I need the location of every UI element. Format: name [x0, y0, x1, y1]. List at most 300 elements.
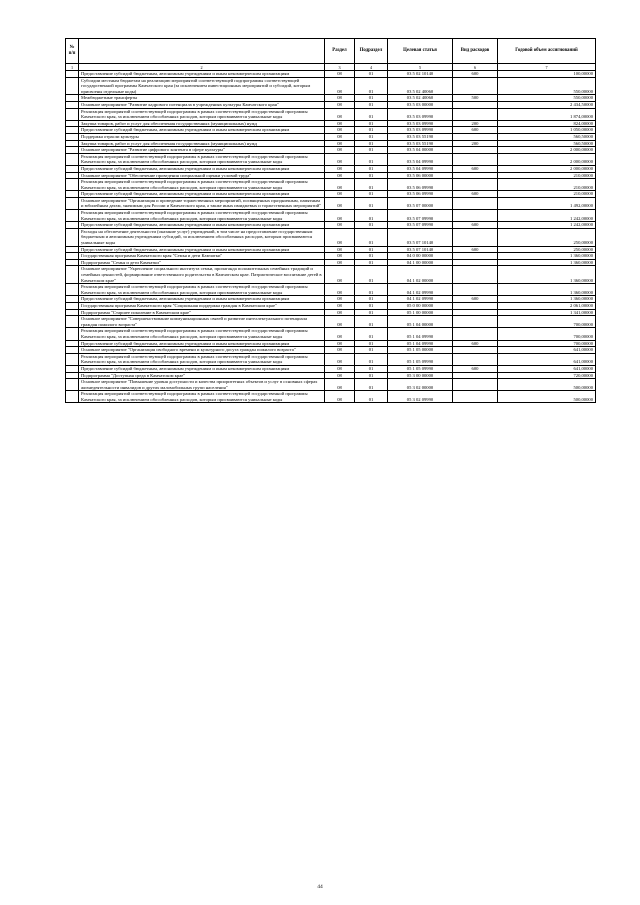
row-razdel-cell: 08	[325, 284, 355, 296]
row-razdel-cell: 08	[325, 302, 355, 309]
row-podrazdel-cell: 01	[355, 147, 388, 154]
row-podrazdel-cell: 01	[355, 133, 388, 140]
budget-table	[65, 38, 596, 403]
row-num-cell	[66, 108, 79, 120]
row-num-cell	[66, 197, 79, 209]
row-num-cell	[66, 328, 79, 340]
row-podrazdel-cell: 01	[355, 179, 388, 191]
row-csr-cell: 03 5 07 09990	[388, 222, 453, 229]
row-razdel-cell: 08	[325, 259, 355, 266]
row-num-cell	[66, 309, 79, 316]
row-name-cell: Реализация мероприятий соответствующей подпрограммы в рамках соответствующей государственной программы Камчатского края, за исключением обособленных расходов, которым присваиваются уникальные коды	[79, 153, 325, 165]
table-row	[66, 101, 596, 108]
row-podrazdel-cell: 01	[355, 197, 388, 209]
table-row	[66, 133, 596, 140]
row-csr-cell: 03 5 04 09990	[388, 165, 453, 172]
row-razdel-cell: 08	[325, 101, 355, 108]
row-vr-cell	[453, 133, 498, 140]
row-podrazdel-cell: 01	[355, 172, 388, 179]
table-row	[66, 172, 596, 179]
row-csr-cell: 05 3 00 00000	[388, 372, 453, 379]
row-name-cell: Предоставление субсидий бюджетным, автономным учреждениям и иным некоммерческим организациям	[79, 165, 325, 172]
table-row	[66, 379, 596, 391]
row-num-cell	[66, 391, 79, 403]
row-amount-cell: 1 360,00000	[498, 266, 596, 284]
row-num-cell	[66, 296, 79, 303]
row-razdel-cell: 08	[325, 353, 355, 365]
table-row	[66, 259, 596, 266]
row-name-cell: Основное мероприятие "Укрепление социального института семьи, пропаганда положительных семейных традиций и семейных ценностей, формирование ответственного родительства в Камчатском крае. Патриотическое воспитание детей в Камчатском крае"	[79, 266, 325, 284]
row-name-cell: Реализация мероприятий соответствующей подпрограммы в рамках соответствующей государственной программы Камчатского края, за исключением обособленных расходов, которым присваиваются уникальные коды	[79, 108, 325, 120]
row-csr-cell: 03 5 07 00000	[388, 197, 453, 209]
table-row	[66, 191, 596, 198]
table-row	[66, 197, 596, 209]
row-vr-cell: 600	[453, 246, 498, 253]
row-num-cell	[66, 210, 79, 222]
row-razdel-cell: 08	[325, 77, 355, 95]
row-num-cell	[66, 316, 79, 328]
row-csr-cell: 04 1 02 09990	[388, 296, 453, 303]
row-num-cell	[66, 165, 79, 172]
row-razdel-cell: 08	[325, 228, 355, 246]
row-vr-cell: 200	[453, 140, 498, 147]
row-podrazdel-cell: 01	[355, 140, 388, 147]
row-razdel-cell: 08	[325, 71, 355, 78]
row-vr-cell	[453, 302, 498, 309]
row-num-cell	[66, 140, 79, 147]
row-name-cell: Государственная программа Камчатского края "Семья и дети Камчатки"	[79, 253, 325, 260]
row-vr-cell	[453, 253, 498, 260]
row-num-cell	[66, 302, 79, 309]
table-row	[66, 140, 596, 147]
row-vr-cell	[453, 316, 498, 328]
row-csr-cell: 05 1 05 09990	[388, 365, 453, 372]
row-csr-cell: 03 5 03 09990	[388, 127, 453, 134]
row-razdel-cell: 08	[325, 147, 355, 154]
row-podrazdel-cell: 01	[355, 228, 388, 246]
row-num-cell	[66, 120, 79, 127]
header-num: № п/п	[66, 39, 79, 64]
row-razdel-cell: 08	[325, 153, 355, 165]
row-amount-cell: 2 000,00000	[498, 165, 596, 172]
table-row	[66, 353, 596, 365]
row-amount-cell: 1 341,00000	[498, 309, 596, 316]
row-num-cell	[66, 147, 79, 154]
row-csr-cell: 05 1 00 00000	[388, 309, 453, 316]
row-razdel-cell: 08	[325, 365, 355, 372]
row-amount-cell: 641,00000	[498, 365, 596, 372]
row-vr-cell	[453, 259, 498, 266]
table-row	[66, 296, 596, 303]
header-name	[79, 39, 325, 64]
row-vr-cell	[453, 309, 498, 316]
row-razdel-cell: 08	[325, 95, 355, 102]
row-razdel-cell: 08	[325, 316, 355, 328]
row-csr-cell: 03 5 07 10140	[388, 246, 453, 253]
row-razdel-cell: 08	[325, 197, 355, 209]
row-name-cell: Закупка товаров, работ и услуг для обеспечения государственных (муниципальных) нужд	[79, 140, 325, 147]
row-name-cell: Основное мероприятие "Совершенствование коммуникационных связей и развитие интеллектуального потенциала граждан пожилого возраста"	[79, 316, 325, 328]
row-csr-cell: 05 1 05 00000	[388, 347, 453, 354]
row-razdel-cell: 08	[325, 347, 355, 354]
row-name-cell: Основное мероприятие "Повышение уровня доступности и качества приоритетных объектов и услуг в основных сферах жизнедеятельности инвалидов и других маломобильных групп населения"	[79, 379, 325, 391]
document-page	[65, 38, 595, 403]
row-csr-cell: 05 1 04 09990	[388, 340, 453, 347]
column-number: 2	[79, 64, 325, 71]
row-csr-cell: 03 5 03 55190	[388, 133, 453, 140]
row-vr-cell	[453, 228, 498, 246]
row-csr-cell: 03 5 02 10140	[388, 71, 453, 78]
column-number: 6	[453, 64, 498, 71]
row-amount-cell: 550,00000	[498, 95, 596, 102]
row-name-cell: Реализация мероприятий соответствующей подпрограммы в рамках соответствующей государственной программы Камчатского края, за исключением обособленных расходов, которым присваиваются уникальные коды	[79, 328, 325, 340]
row-csr-cell: 05 1 04 09990	[388, 328, 453, 340]
row-amount-cell: 250,00000	[498, 246, 596, 253]
row-razdel-cell: 08	[325, 309, 355, 316]
row-razdel-cell: 08	[325, 179, 355, 191]
row-podrazdel-cell: 01	[355, 353, 388, 365]
header-podrazdel: Подраздел	[355, 39, 388, 64]
row-num-cell	[66, 101, 79, 108]
row-name-cell: Предоставление субсидий бюджетным, автономным учреждениям и иным некоммерческим организациям	[79, 340, 325, 347]
row-amount-cell: 1 360,00000	[498, 259, 596, 266]
column-number: 1	[66, 64, 79, 71]
row-vr-cell	[453, 147, 498, 154]
table-row	[66, 328, 596, 340]
row-name-cell: Предоставление субсидий бюджетным, автономным учреждениям и иным некоммерческим организациям	[79, 296, 325, 303]
row-podrazdel-cell: 01	[355, 246, 388, 253]
row-podrazdel-cell: 01	[355, 347, 388, 354]
row-csr-cell: 04 1 00 00000	[388, 259, 453, 266]
row-amount-cell: 1 360,00000	[498, 296, 596, 303]
row-num-cell	[66, 379, 79, 391]
row-amount-cell: 824,00000	[498, 120, 596, 127]
row-vr-cell	[453, 284, 498, 296]
row-num-cell	[66, 95, 79, 102]
row-vr-cell: 600	[453, 71, 498, 78]
table-header-row	[66, 39, 596, 64]
table-row	[66, 147, 596, 154]
table-row	[66, 246, 596, 253]
table-row	[66, 266, 596, 284]
row-amount-cell: 210,00000	[498, 179, 596, 191]
row-podrazdel-cell: 01	[355, 120, 388, 127]
row-name-cell: Предоставление субсидий бюджетным, автономным учреждениям и иным некоммерческим организациям	[79, 222, 325, 229]
column-number: 7	[498, 64, 596, 71]
row-podrazdel-cell: 01	[355, 372, 388, 379]
row-amount-cell: 550,00000	[498, 77, 596, 95]
table-row	[66, 222, 596, 229]
row-num-cell	[66, 365, 79, 372]
row-podrazdel-cell: 01	[355, 379, 388, 391]
row-csr-cell: 03 5 03 55190	[388, 140, 453, 147]
row-razdel-cell: 08	[325, 140, 355, 147]
row-name-cell: Предоставление субсидий бюджетным, автономным учреждениям и иным некоммерческим организациям	[79, 365, 325, 372]
row-name-cell: Предоставление субсидий бюджетным, автономным учреждениям и иным некоммерческим организациям	[79, 127, 325, 134]
row-vr-cell	[453, 266, 498, 284]
row-name-cell: Реализация мероприятий соответствующей подпрограммы в рамках соответствующей государственной программы Камчатского края, за исключением обособленных расходов, которым присваиваются уникальные коды	[79, 353, 325, 365]
row-num-cell	[66, 266, 79, 284]
row-csr-cell: 03 5 07 09990	[388, 210, 453, 222]
row-csr-cell: 05 1 04 00000	[388, 316, 453, 328]
row-num-cell	[66, 222, 79, 229]
row-vr-cell	[453, 179, 498, 191]
row-vr-cell	[453, 108, 498, 120]
row-amount-cell: 1 242,00000	[498, 222, 596, 229]
row-podrazdel-cell: 01	[355, 95, 388, 102]
row-vr-cell	[453, 353, 498, 365]
table-row	[66, 228, 596, 246]
row-vr-cell	[453, 347, 498, 354]
row-podrazdel-cell: 01	[355, 165, 388, 172]
row-num-cell	[66, 153, 79, 165]
row-razdel-cell: 08	[325, 120, 355, 127]
row-amount-cell: 2 434,50000	[498, 101, 596, 108]
row-vr-cell: 500	[453, 95, 498, 102]
row-csr-cell: 03 5 06 09990	[388, 179, 453, 191]
row-vr-cell: 600	[453, 340, 498, 347]
row-razdel-cell: 08	[325, 391, 355, 403]
row-razdel-cell: 08	[325, 379, 355, 391]
header-razdel: Раздел	[325, 39, 355, 64]
row-amount-cell: 2 000,00000	[498, 153, 596, 165]
row-podrazdel-cell: 01	[355, 328, 388, 340]
row-vr-cell: 600	[453, 222, 498, 229]
row-num-cell	[66, 253, 79, 260]
table-row	[66, 253, 596, 260]
row-csr-cell: 04 1 02 00000	[388, 266, 453, 284]
row-name-cell: Основное мероприятие "Развитие цифрового контента в сфере культуры"	[79, 147, 325, 154]
row-podrazdel-cell: 01	[355, 71, 388, 78]
table-row	[66, 179, 596, 191]
row-amount-cell: 210,00000	[498, 191, 596, 198]
row-csr-cell: 05 3 02 09990	[388, 391, 453, 403]
row-amount-cell: 100,00000	[498, 71, 596, 78]
row-name-cell: Предоставление субсидий бюджетным, автономным учреждениям и иным некоммерческим организациям	[79, 191, 325, 198]
row-amount-cell: 1 360,00000	[498, 253, 596, 260]
row-razdel-cell: 08	[325, 328, 355, 340]
row-num-cell	[66, 71, 79, 78]
row-csr-cell: 03 5 03 09990	[388, 120, 453, 127]
row-amount-cell: 1 242,00000	[498, 210, 596, 222]
row-amount-cell: 2 061,00000	[498, 302, 596, 309]
row-razdel-cell: 08	[325, 340, 355, 347]
row-num-cell	[66, 372, 79, 379]
row-num-cell	[66, 191, 79, 198]
row-csr-cell: 03 5 06 09990	[388, 191, 453, 198]
table-row	[66, 165, 596, 172]
row-csr-cell: 03 5 03 09990	[388, 108, 453, 120]
row-vr-cell: 600	[453, 296, 498, 303]
row-name-cell: Основное мероприятие "Обеспечение проведения специальной оценки условий труда"	[79, 172, 325, 179]
row-num-cell	[66, 246, 79, 253]
row-podrazdel-cell: 01	[355, 340, 388, 347]
row-podrazdel-cell: 01	[355, 127, 388, 134]
row-amount-cell: 641,00000	[498, 347, 596, 354]
row-vr-cell	[453, 391, 498, 403]
row-csr-cell: 03 5 04 00000	[388, 147, 453, 154]
row-name-cell: Межбюджетные трансферты	[79, 95, 325, 102]
header-csr: Целевая статья	[388, 39, 453, 64]
row-vr-cell	[453, 379, 498, 391]
row-razdel-cell: 08	[325, 127, 355, 134]
row-amount-cell: 641,00000	[498, 353, 596, 365]
row-csr-cell: 03 5 07 10140	[388, 228, 453, 246]
table-row	[66, 153, 596, 165]
row-name-cell: Основное мероприятие "Организация и проведение торжественных мероприятий, посвященных праздничным, памятным и юбилейным датам, значимым для России и Камчатского края, а также иных имиджевых и торжественных мероприятий"	[79, 197, 325, 209]
row-vr-cell: 600	[453, 165, 498, 172]
row-name-cell: Основное мероприятие "Развитие кадрового потенциала в учреждениях культуры Камчатского края"	[79, 101, 325, 108]
row-name-cell: Реализация мероприятий соответствующей подпрограммы в рамках соответствующей государственной программы Камчатского края, за исключением обособленных расходов, которым присваиваются уникальные коды	[79, 284, 325, 296]
header-amount: Годовой объем ассигнований	[498, 39, 596, 64]
row-amount-cell: 700,00000	[498, 340, 596, 347]
row-podrazdel-cell: 01	[355, 296, 388, 303]
row-name-cell: Реализация мероприятий соответствующей подпрограммы в рамках соответствующей государственной программы Камчатского края, за исключением обособленных расходов, которым присваиваются уникальные коды	[79, 391, 325, 403]
row-podrazdel-cell: 01	[355, 191, 388, 198]
row-vr-cell: 600	[453, 191, 498, 198]
row-podrazdel-cell: 01	[355, 365, 388, 372]
row-podrazdel-cell: 01	[355, 391, 388, 403]
table-row	[66, 309, 596, 316]
row-amount-cell: 500,00000	[498, 379, 596, 391]
row-razdel-cell: 08	[325, 210, 355, 222]
row-num-cell	[66, 77, 79, 95]
table-row	[66, 95, 596, 102]
table-row	[66, 127, 596, 134]
header-vr: Вид расходов	[453, 39, 498, 64]
row-name-cell: Подпрограмма "Доступная среда в Камчатском крае"	[79, 372, 325, 379]
row-name-cell: Закупка товаров, работ и услуг для обеспечения государственных (муниципальных) нужд	[79, 120, 325, 127]
table-row	[66, 71, 596, 78]
table-row	[66, 316, 596, 328]
row-podrazdel-cell: 01	[355, 108, 388, 120]
row-podrazdel-cell: 01	[355, 266, 388, 284]
row-amount-cell: 2 000,00000	[498, 147, 596, 154]
row-name-cell: Предоставление субсидий бюджетным, автономным учреждениям и иным некоммерческим организациям	[79, 246, 325, 253]
row-amount-cell: 500,00000	[498, 391, 596, 403]
row-csr-cell: 03 5 02 40060	[388, 95, 453, 102]
row-razdel-cell: 08	[325, 253, 355, 260]
row-name-cell: Основное мероприятие "Организация свободного времени и культурного досуга граждан пожилого возраста"	[79, 347, 325, 354]
row-podrazdel-cell: 01	[355, 259, 388, 266]
table-row	[66, 77, 596, 95]
row-vr-cell	[453, 153, 498, 165]
row-amount-cell: 700,00000	[498, 316, 596, 328]
column-number: 4	[355, 64, 388, 71]
row-amount-cell: 1 492,00000	[498, 197, 596, 209]
row-amount-cell: 560,50000	[498, 140, 596, 147]
row-podrazdel-cell: 01	[355, 253, 388, 260]
table-row	[66, 365, 596, 372]
row-name-cell: Реализация мероприятий соответствующей подпрограммы в рамках соответствующей государственной программы Камчатского края, за исключением обособленных расходов, которым присваиваются уникальные коды	[79, 179, 325, 191]
row-amount-cell: 1 360,00000	[498, 284, 596, 296]
row-podrazdel-cell: 01	[355, 302, 388, 309]
table-row	[66, 340, 596, 347]
table-row	[66, 391, 596, 403]
row-razdel-cell: 08	[325, 172, 355, 179]
row-razdel-cell: 08	[325, 108, 355, 120]
row-name-cell: Реализация мероприятий соответствующей подпрограммы в рамках соответствующей государственной программы Камчатского края, за исключением обособленных расходов, которым присваиваются уникальные коды	[79, 210, 325, 222]
row-podrazdel-cell: 01	[355, 101, 388, 108]
row-amount-cell: 250,00000	[498, 228, 596, 246]
row-razdel-cell: 08	[325, 191, 355, 198]
row-vr-cell	[453, 172, 498, 179]
table-row	[66, 347, 596, 354]
row-razdel-cell: 08	[325, 133, 355, 140]
page-number: 44	[317, 884, 323, 890]
row-csr-cell: 03 5 02 40060	[388, 77, 453, 95]
row-csr-cell: 03 5 04 09990	[388, 153, 453, 165]
row-razdel-cell: 08	[325, 246, 355, 253]
row-podrazdel-cell: 01	[355, 284, 388, 296]
table-row	[66, 284, 596, 296]
row-num-cell	[66, 127, 79, 134]
column-number-row	[66, 64, 596, 71]
row-amount-cell: 1 050,00000	[498, 127, 596, 134]
row-amount-cell: 210,00000	[498, 172, 596, 179]
row-csr-cell: 05 3 02 00000	[388, 379, 453, 391]
row-name-cell: Предоставление субсидий бюджетным, автономным учреждениям и иным некоммерческим организациям	[79, 71, 325, 78]
row-podrazdel-cell: 01	[355, 210, 388, 222]
row-csr-cell: 05 0 00 00000	[388, 302, 453, 309]
row-amount-cell: 1 874,00000	[498, 108, 596, 120]
row-razdel-cell: 08	[325, 165, 355, 172]
table-row	[66, 302, 596, 309]
row-name-cell: Подпрограмма "Старшее поколение в Камчатском крае"	[79, 309, 325, 316]
row-vr-cell	[453, 197, 498, 209]
row-name-cell: Субсидии местным бюджетам на реализацию мероприятий соответствующей подпрограммы соответствующей государственной программы Камчатского края (за исключением инвестиционных мероприятий и субсидий, которым присвоены отдельные коды)	[79, 77, 325, 95]
row-num-cell	[66, 179, 79, 191]
row-razdel-cell: 08	[325, 372, 355, 379]
column-number: 5	[388, 64, 453, 71]
row-vr-cell: 200	[453, 120, 498, 127]
row-num-cell	[66, 353, 79, 365]
row-name-cell: Государственная программа Камчатского края "Социальная поддержка граждан в Камчатском крае"	[79, 302, 325, 309]
row-num-cell	[66, 340, 79, 347]
row-vr-cell	[453, 328, 498, 340]
row-csr-cell: 04 0 00 00000	[388, 253, 453, 260]
row-razdel-cell: 08	[325, 222, 355, 229]
row-podrazdel-cell: 01	[355, 316, 388, 328]
row-num-cell	[66, 228, 79, 246]
row-num-cell	[66, 347, 79, 354]
row-razdel-cell: 08	[325, 266, 355, 284]
row-num-cell	[66, 259, 79, 266]
row-csr-cell: 04 1 02 09990	[388, 284, 453, 296]
row-podrazdel-cell: 01	[355, 222, 388, 229]
table-row	[66, 372, 596, 379]
table-row	[66, 108, 596, 120]
row-vr-cell	[453, 210, 498, 222]
row-csr-cell: 05 1 05 09990	[388, 353, 453, 365]
row-podrazdel-cell: 01	[355, 309, 388, 316]
row-amount-cell: 560,50000	[498, 133, 596, 140]
row-name-cell: Подпрограмма "Семья и дети Камчатки"	[79, 259, 325, 266]
row-csr-cell: 03 5 06 00000	[388, 172, 453, 179]
row-vr-cell	[453, 77, 498, 95]
table-row	[66, 120, 596, 127]
row-name-cell: Поддержка отрасли культуры	[79, 133, 325, 140]
row-podrazdel-cell: 01	[355, 153, 388, 165]
row-num-cell	[66, 133, 79, 140]
row-num-cell	[66, 172, 79, 179]
row-vr-cell: 600	[453, 127, 498, 134]
row-csr-cell: 03 5 03 00000	[388, 101, 453, 108]
row-amount-cell: 720,00000	[498, 372, 596, 379]
row-vr-cell	[453, 372, 498, 379]
table-row	[66, 210, 596, 222]
row-podrazdel-cell: 01	[355, 77, 388, 95]
